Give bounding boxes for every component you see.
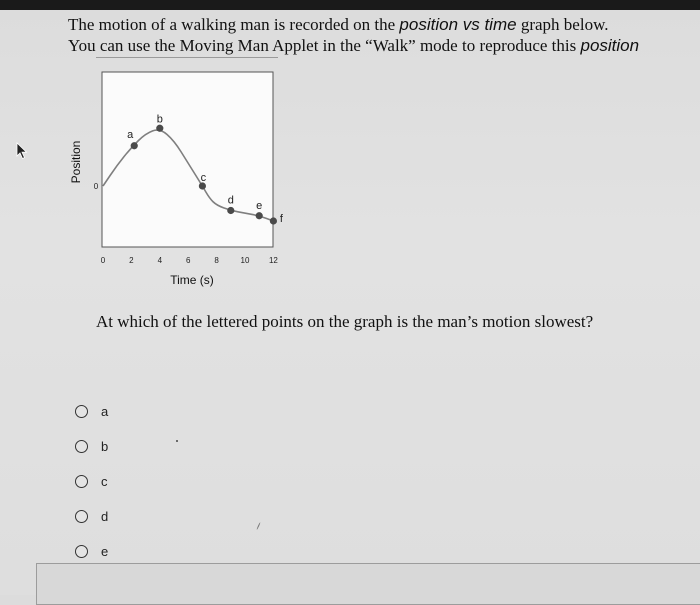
option-label: e [101,544,109,559]
option-label: c [101,474,108,489]
mouse-cursor-icon [16,142,28,165]
x-axis-label: Time (s) [170,273,214,287]
point-e-marker [256,212,263,219]
x-tick-label: 0 [100,256,106,265]
x-tick-label: 10 [240,256,250,265]
point-d-marker [227,207,234,214]
option-label: d [101,509,109,524]
option-label: a [101,404,109,419]
radio-button[interactable] [75,475,88,488]
question-text: At which of the lettered points on the graph is the man’s motion slowest? [96,312,594,331]
point-f-marker [270,217,277,224]
point-c-label: c [200,172,207,184]
y-tick-label: 0 [93,182,99,191]
radio-button[interactable] [75,510,88,523]
x-tick-label: 4 [157,256,163,265]
dust-mark [256,522,260,530]
problem-intro [68,14,700,56]
intro-line-2 [68,35,700,56]
option-d[interactable] [75,499,108,534]
point-b-marker [156,125,163,132]
top-edge-bar [0,0,700,10]
point-b-label: b [156,113,163,126]
intro-text: You can use the Moving Man Applet in the “Walk” mode to reproduce this [68,36,577,55]
intro-emphasis: position vs time [399,15,517,34]
dust-speck [176,440,178,442]
radio-button[interactable] [75,440,88,453]
position-time-chart [60,62,300,302]
point-d-label: d [227,194,234,207]
intro-emphasis: position [580,36,640,55]
intro-text: The motion of a walking man is recorded on the [68,15,396,34]
point-a-label: a [127,128,134,141]
intro-text: graph below. [520,15,609,34]
divider-rule [96,57,278,58]
x-tick-label: 6 [185,256,191,265]
point-a-marker [131,142,138,149]
plot-area [102,72,273,247]
intro-line-1 [68,14,700,35]
x-tick-label: 12 [268,256,278,265]
answer-panel[interactable] [36,563,700,605]
option-c[interactable] [75,464,108,499]
radio-button[interactable] [75,405,88,418]
x-tick-label: 8 [214,256,219,265]
answer-options [75,394,108,569]
radio-button[interactable] [75,545,88,558]
point-e-label: e [256,199,263,212]
option-b[interactable] [75,429,108,464]
x-tick-label: 2 [129,256,134,265]
option-a[interactable] [75,394,108,429]
y-axis-label: Position [69,140,83,184]
point-f-label: f [279,213,283,225]
option-label: b [101,439,109,454]
